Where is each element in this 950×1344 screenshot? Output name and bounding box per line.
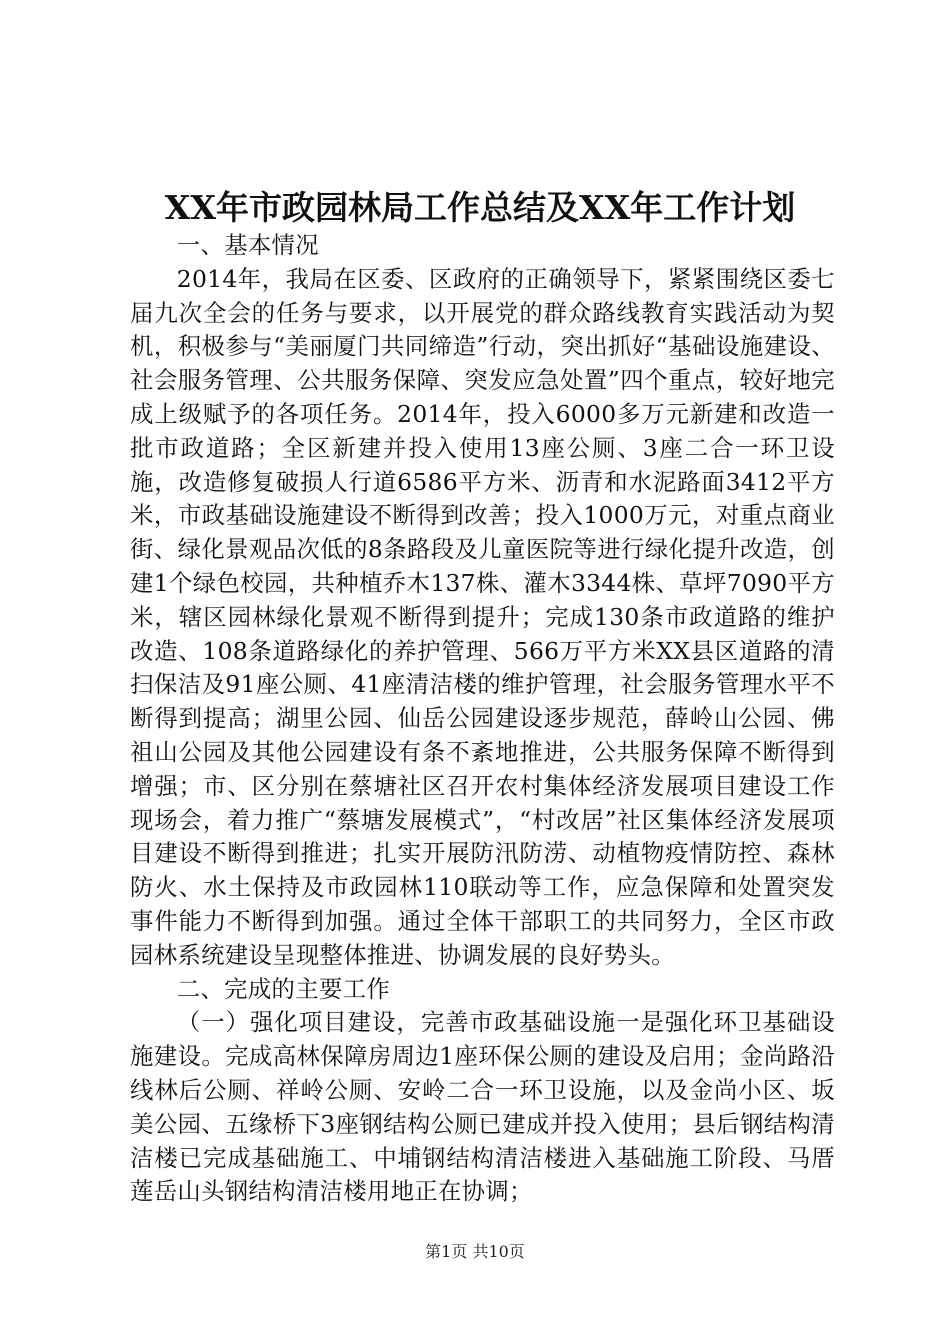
section-heading-basic-situation: 一、基本情况: [176, 231, 319, 259]
document-body: [130, 229, 835, 1209]
body-paragraph: 2014年，我局在区委、区政府的正确领导下，紧紧围绕区委七届九次全会的任务与要求，以开展党的群众路线教育实践活动为契机，积极参与“美丽厦门共同缔造”行动，突出抓好“基础设施建设、社会服务管理、公共服务保障、突发应急处置”四个重点，较好地完成上级赋予的各项任务。2014年，投入6000多万元新建和改造一批市政道路；全区新建并投入使用13座公厕、3座二合一环卫设施，改造修复破损人行道6586平方米、沥青和水泥路面3412平方米，市政基础设施建设不断得到改善；投入1000万元，对重点商业街、绿化景观品次低的8条路段及儿童医院等进行绿化提升改造，创建1个绿色校园，共种植乔木137株、灌木3344株、草坪7090平方米，辖区园林绿化景观不断得到提升；完成130条市政道路的维护改造、108条道路绿化的养护管理、566万平方米XX县区道路的清扫保洁及91座公厕、41座清洁楼的维护管理，社会服务管理水平不断得到提高；湖里公园、仙岳公园建设逐步规范，薛岭山公园、佛祖山公园及其他公园建设有条不紊地推进，公共服务保障不断得到增强；市、区分别在蔡塘社区召开农村集体经济发展项目建设工作现场会，着力推广“蔡塘发展模式”，“村改居”社区集体经济发展项目建设不断得到推进；扎实开展防汛防涝、动植物疫情防控、森林防火、水土保持及市政园林110联动等工作，应急保障和处置突发事件能力不断得到加强。通过全体干部职工的共同努力，全区市政园林系统建设呈现整体推进、协调发展的良好势头。: [130, 264, 835, 969]
page-number-footer: 第1页 共10页: [425, 1242, 525, 1261]
section-heading-main-work: 二、完成的主要工作: [176, 974, 391, 1003]
body-paragraph: （一）强化项目建设，完善市政基础设施一是强化环卫基础设施建设。完成高林保障房周边1座环保公厕的建设及启用；金尚路沿线林后公厕、祥岭公厕、安岭二合一环卫设施，以及金尚小区、坂美公园、五缘桥下3座钢结构公厕已建成并投入使用；县后钢结构清洁楼已完成基础施工、中埔钢结构清洁楼进入基础施工阶段、马厝莲岳山头钢结构清洁楼用地正在协调；: [130, 1008, 835, 1206]
document-title: XX年市政园林局工作总结及XX年工作计划: [164, 188, 796, 227]
